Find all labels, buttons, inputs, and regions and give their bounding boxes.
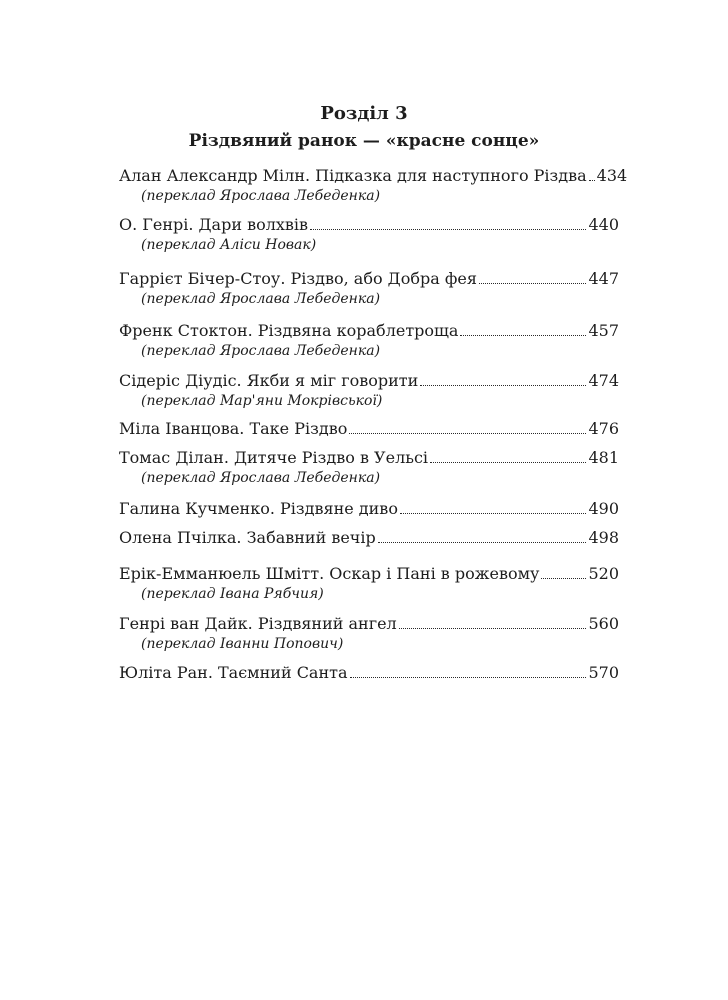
entry-page-number: 447 (588, 269, 619, 288)
toc-entry (119, 418, 619, 440)
toc-entry (119, 613, 619, 653)
chapter-heading: Розділ 3 (320, 103, 408, 124)
toc-line (119, 268, 619, 290)
entry-title: Міла Іванцова. Таке Різдво (119, 419, 348, 438)
entry-page-number: 474 (588, 371, 619, 390)
entry-translator: (переклад Ярослава Лебеденка) (141, 470, 381, 486)
toc-entry (119, 320, 619, 360)
toc-line (119, 165, 628, 187)
entry-translator: (переклад Аліси Новак) (141, 237, 317, 253)
toc-entry (119, 563, 619, 603)
dot-leader (349, 432, 586, 434)
entry-title: Френк Стоктон. Різдвяна кораблетроща (119, 321, 459, 340)
entry-page-number: 570 (588, 663, 619, 682)
toc-line (119, 370, 619, 392)
entry-translator: (переклад Ярослава Лебеденка) (141, 343, 381, 359)
entry-translator: (переклад Іванни Попович) (141, 636, 344, 652)
toc-line (119, 418, 619, 440)
entry-title: Сідеріс Діудіс. Якби я міг говорити (119, 371, 419, 390)
chapter-subtitle: Різдвяний ранок — «красне сонце» (188, 131, 540, 151)
toc-line (119, 320, 619, 342)
entry-translator: (переклад Мар'яни Мокрівської) (141, 393, 383, 409)
entry-title: Алан Александр Мілн. Підказка для наступного Різдва (119, 166, 587, 185)
entry-translator: (переклад Ярослава Лебеденка) (141, 188, 381, 204)
dot-leader (399, 627, 587, 629)
dot-leader (420, 384, 586, 386)
dot-leader (310, 228, 586, 230)
dot-leader (430, 461, 586, 463)
entry-page-number: 481 (588, 448, 619, 467)
entry-page-number: 440 (588, 215, 619, 234)
entry-page-number: 560 (588, 614, 619, 633)
entry-translator: (переклад Івана Рябчия) (141, 586, 324, 602)
dot-leader (400, 512, 587, 514)
toc-entry (119, 527, 619, 549)
dot-leader (541, 577, 586, 579)
entry-page-number: 476 (588, 419, 619, 438)
entry-translator: (переклад Ярослава Лебеденка) (141, 291, 381, 307)
entry-page-number: 520 (588, 564, 619, 583)
toc-line (119, 498, 619, 520)
toc-line (119, 662, 619, 684)
dot-leader (589, 179, 595, 181)
entry-page-number: 457 (588, 321, 619, 340)
dot-leader (460, 334, 586, 336)
entry-title: Генрі ван Дайк. Різдвяний ангел (119, 614, 397, 633)
entry-page-number: 434 (596, 166, 628, 185)
toc-entry (119, 214, 619, 254)
toc-entry (119, 268, 619, 308)
toc-line (119, 563, 619, 585)
toc-entry (119, 370, 619, 410)
toc-line (119, 447, 619, 469)
entry-page-number: 490 (588, 499, 619, 518)
entry-title: Гаррієт Бічер-Стоу. Різдво, або Добра фея (119, 269, 477, 288)
toc-line (119, 214, 619, 236)
dot-leader (350, 676, 587, 678)
toc-line (119, 613, 619, 635)
toc-entry (119, 447, 619, 487)
toc-entry (119, 662, 619, 684)
toc-entry (119, 498, 619, 520)
toc-line (119, 527, 619, 549)
entry-title: О. Генрі. Дари волхвів (119, 215, 309, 234)
dot-leader (378, 541, 587, 543)
entry-title: Галина Кучменко. Різдвяне диво (119, 499, 398, 518)
entry-page-number: 498 (588, 528, 619, 547)
entry-title: Юліта Ран. Таємний Санта (119, 663, 348, 682)
entry-title: Олена Пчілка. Забавний вечір (119, 528, 376, 547)
entry-title: Томас Ділан. Дитяче Різдво в Уельсі (119, 448, 429, 467)
entry-title: Ерік-Емманюель Шмітт. Оскар і Пані в рожевому (119, 564, 540, 583)
toc-entry (119, 165, 628, 205)
dot-leader (479, 282, 587, 284)
